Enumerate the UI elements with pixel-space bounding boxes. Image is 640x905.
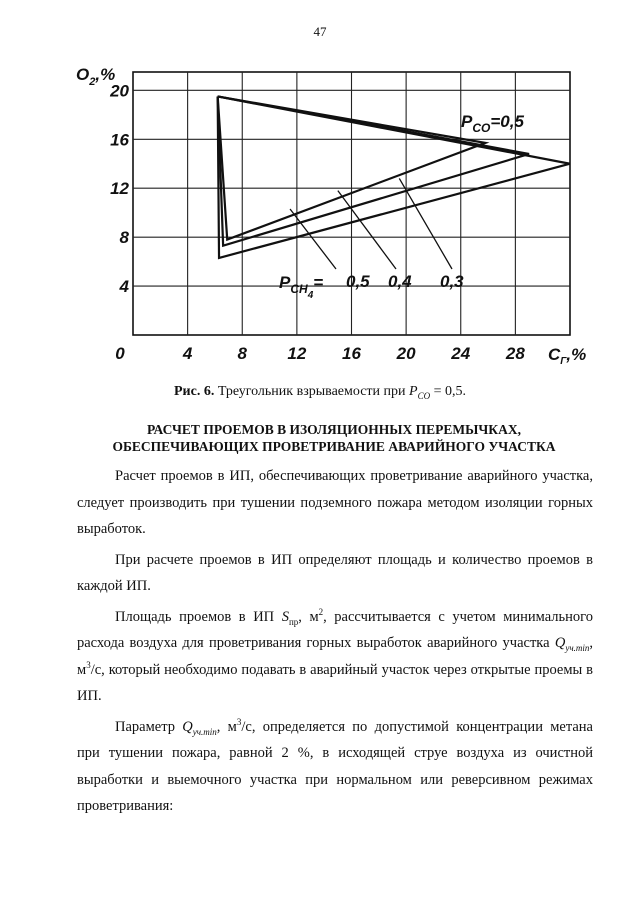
- pch4-annotation: $P_{CH4}=$: [279, 273, 324, 301]
- x-tick-label: 8: [237, 344, 247, 363]
- pco-annotation: $P_{CO}=0,5$: [461, 112, 524, 135]
- y-tick-label: 16: [110, 130, 129, 150]
- caption-suffix: = 0,5.: [430, 384, 466, 399]
- body-text: [77, 463, 593, 824]
- x-tick-label: 20: [396, 344, 416, 363]
- x-axis-label: $C_Г,\%$: [548, 345, 587, 367]
- caption-text: Треугольник взрываемости при: [214, 384, 410, 399]
- paragraph-4: Параметр $Q_{уч.min}$, $м^3/с$, определяется по допустимой концентрации метана при тушении пожара, равной 2 %, в исходящей струе воздуха из очистной выработки и выемочного участка при нормальном или реверсивном режимах проветривания:: [77, 716, 593, 814]
- y-tick-label: 20: [110, 81, 129, 101]
- figure-caption: [0, 384, 640, 400]
- explosibility-triangle-chart: [70, 60, 600, 370]
- paragraph-3: Площадь проемов в ИП $S_{пр}$, $м^2$, рассчитывается с учетом минимального расхода воздуха для проветривания горных выработок аварийного участка $Q_{уч.min}$, $м^3/с$, который необходимо подавать в аварийный участок через открытые проемы в ИП.: [77, 606, 593, 704]
- series-label: 0,5: [346, 272, 370, 291]
- page-number: 47: [313, 24, 327, 39]
- x-tick-label: 0: [115, 344, 125, 363]
- caption-prefix: Рис. 6.: [174, 384, 215, 399]
- caption-var-sub: CO: [417, 390, 431, 401]
- x-tick-label: 4: [182, 344, 193, 363]
- paragraph-2: При расчете проемов в ИП определяют площадь и количество проемов в каждой ИП.: [77, 551, 593, 594]
- y-tick-label: 8: [119, 228, 129, 248]
- x-tick-label: 24: [451, 344, 471, 363]
- x-tick-label: 12: [287, 344, 307, 363]
- series-line: [218, 96, 529, 245]
- y-tick-label: 12: [110, 179, 129, 199]
- series-label: 0,4: [388, 272, 412, 291]
- section-heading: РАСЧЕТ ПРОЕМОВ В ИЗОЛЯЦИОННЫХ ПЕРЕМЫЧКАХ, ОБЕСПЕЧИВАЮЩИХ ПРОВЕТРИВАНИЕ АВАРИЙНОГО УЧАСТКА: [112, 422, 556, 454]
- x-tick-label: 16: [342, 344, 361, 363]
- y-tick-label: 4: [119, 277, 129, 297]
- y-axis-label: $O_2,\%$: [76, 65, 116, 88]
- caption-var: P: [409, 384, 418, 399]
- x-tick-label: 28: [505, 344, 525, 363]
- paragraph-1: Расчет проемов в ИП, обеспечивающих проветривание аварийного участка, следует производить при тушении подземного пожара методом изоляции горных выработок.: [77, 468, 593, 537]
- series-leader-line: [399, 178, 452, 269]
- series-label: 0,3: [440, 272, 464, 291]
